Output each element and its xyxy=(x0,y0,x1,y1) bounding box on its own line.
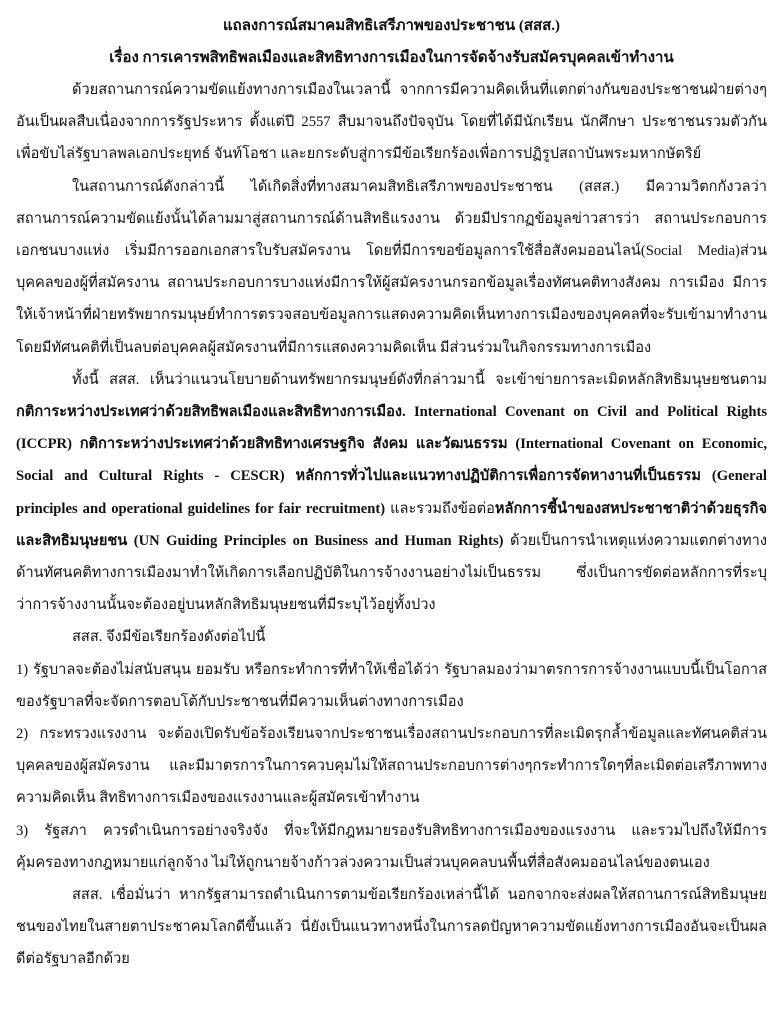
demand-item-2: 2) กระทรวงแรงงาน จะต้องเปิดรับข้อร้องเรียนจากประชาชนเรื่องสถานประกอบการที่ละเมิดรุกล้ำข้อมูลและทัศนคติส่วนบุคคลของผู้สมัครงาน และมีมาตรการในการควบคุมไม่ให้สถานประกอบการต่างๆกระทำการใดๆที่ละเมิดต่อเสรีภาพทางความคิดเห็น สิทธิทางการเมืองของแรงงานและผู้สมัครเข้าทำงาน xyxy=(16,726,767,807)
legal-text-3: ด้วยเป็นการนำเหตุแห่งความแตกต่างทางด้านทัศนคติทางการเมืองมาทำให้เกิดการเลือกปฏิบัติในการจ้างงานอย่างไม่เป็นธรรม ซึ่งเป็นการขัดต่อหลักการที่ระบุว่าการจ้างงานนั้นจะต้องอยู่บนหลักสิทธิมนุษยชนที่มีระบุไว้อยู่ทั้งปวง xyxy=(16,532,767,614)
paragraph-legal-basis xyxy=(16,364,767,622)
un-guiding-principles-bold: หลักการชี้นำของสหประชาชาติว่าด้วยธุรกิจและสิทธิมนุษยชน (UN Guiding Principles on Business and Human Rights) xyxy=(16,500,768,549)
demand-item-1: 1) รัฐบาลจะต้องไม่สนับสนุน ยอมรับ หรือกระทำการที่ทำให้เชื่อได้ว่า รัฐบาลมองว่ามาตรการการจ้างงานแบบนี้เป็นโอกาสของรัฐบาลที่จะจัดการตอบโต้กับประชาชนที่มีความเห็นต่างทางการเมือง xyxy=(16,661,767,710)
document-subject: เรื่อง การเคารพสิทธิพลเมืองและสิทธิทางการเมืองในการจัดจ้างรับสมัครบุคคลเข้าทำงาน xyxy=(109,50,674,66)
paragraph-conclusion: สสส. เชื่อมั่นว่า หากรัฐสามารถดำเนินการตามข้อเรียกร้องเหล่านี้ได้ นอกจากจะส่งผลให้สถานการณ์สิทธิมนุษยชนของไทยในสายตาประชาคมโลกดีขึ้นแล้ว นี่ยังเป็นแนวทางหนึ่งในการลดปัญหาความขัดแย้งทางการเมืองอันจะเป็นผลดีต่อรัฐบาลอีกด้วย xyxy=(16,887,767,968)
legal-text-1: ทั้งนี้ สสส. เห็นว่าแนวนโยบายด้านทรัพยากรมนุษย์ดังที่กล่าวมานี้ จะเข้าข่ายการละเมิดหลักสิทธิมนุษยชนตาม xyxy=(72,371,767,388)
paragraph-situation: ด้วยสถานการณ์ความขัดแย้งทางการเมืองในเวลานี้ จากการมีความคิดเห็นที่แตกต่างกันของประชาชนฝ่ายต่างๆ อันเป็นผลสืบเนื่องจากการรัฐประหาร ตั้งแต่ปี 2557 สืบมาจนถึงปัจจุบัน โดยที่ได้มีนักเรียน นักศึกษา ประชาชนรวมตัวกันเพื่อขับไล่รัฐบาลพลเอกประยุทธ์ จันท์โอชา และยกระดับสู่การมีข้อเรียกร้องเพื่อการปฏิรูปสถาบันพระมหากษัตริย์ xyxy=(16,82,767,163)
paragraph-demands-intro: สสส. จึงมีข้อเรียกร้องดังต่อไปนี้ xyxy=(72,629,266,646)
document-title: แถลงการณ์สมาคมสิทธิเสรีภาพของประชาชน (สสส.) xyxy=(222,18,561,34)
paragraph-concern: ในสถานการณ์ดังกล่าวนี้ ได้เกิดสิ่งที่ทางสมาคมสิทธิเสรีภาพของประชาชน (สสส.) มีความวิตกกังวลว่าสถานการณ์ความขัดแย้งนั้นได้ลามมาสู่สถานการณ์ด้านสิทธิแรงงาน ด้วยมีปรากฏข้อมูลข่าวสารว่า สถานประกอบการเอกชนบางแห่ง เริ่มมีการออกเอกสารใบรับสมัครงาน โดยที่มีการขอข้อมูลการใช้สื่อสังคมออนไลน์(Social Media)ส่วนบุคคลของผู้ที่สมัครงาน สถานประกอบการบางแห่งมีการให้ผู้สมัครงานกรอกข้อมูลเรื่องทัศนคติทางสังคม การเมือง มีการให้เจ้าหน้าที่ฝ่ายทรัพยากรมนุษย์ทำการตรวจสอบข้อมูลการแสดงความคิดเห็นทางการเมืองของบุคคลที่จะรับเข้ามาทำงานโดยมีทัศนคติที่เป็นลบต่อบุคคลผู้สมัครงานที่มีการแสดงความคิดเห็น มีส่วนร่วมในกิจกรรมทางการเมือง xyxy=(16,178,767,356)
legal-instruments-bold: กติการะหว่างประเทศว่าด้วยสิทธิพลเมืองและสิทธิทางการเมือง. International Covenant on Civil and Political Rights (ICCPR) กติการะหว่างประเทศว่าด้วยสิทธิทางเศรษฐกิจ สังคม และวัฒนธรรม (International Covenant on Economic, Social and Cultural Rights - CESCR) หลักการทั่วไปและแนวทางปฏิบัติการเพื่อการจัดหางานที่เป็นธรรม (General principles and operational guidelines for fair recruitment) xyxy=(16,404,767,517)
legal-text-2: และรวมถึงข้อต่อ xyxy=(385,500,495,517)
demand-item-3: 3) รัฐสภา ควรดำเนินการอย่างจริงจัง ที่จะให้มีกฎหมายรองรับสิทธิทางการเมืองของแรงงาน และรวมไปถึงให้มีการคุ้มครองทางกฎหมายแก่ลูกจ้าง ไม่ให้ถูกนายจ้างก้าวล่วงความเป็นส่วนบุคคลบนพื้นที่สื่อสังคมออนไลน์ของตนเอง xyxy=(16,822,767,871)
